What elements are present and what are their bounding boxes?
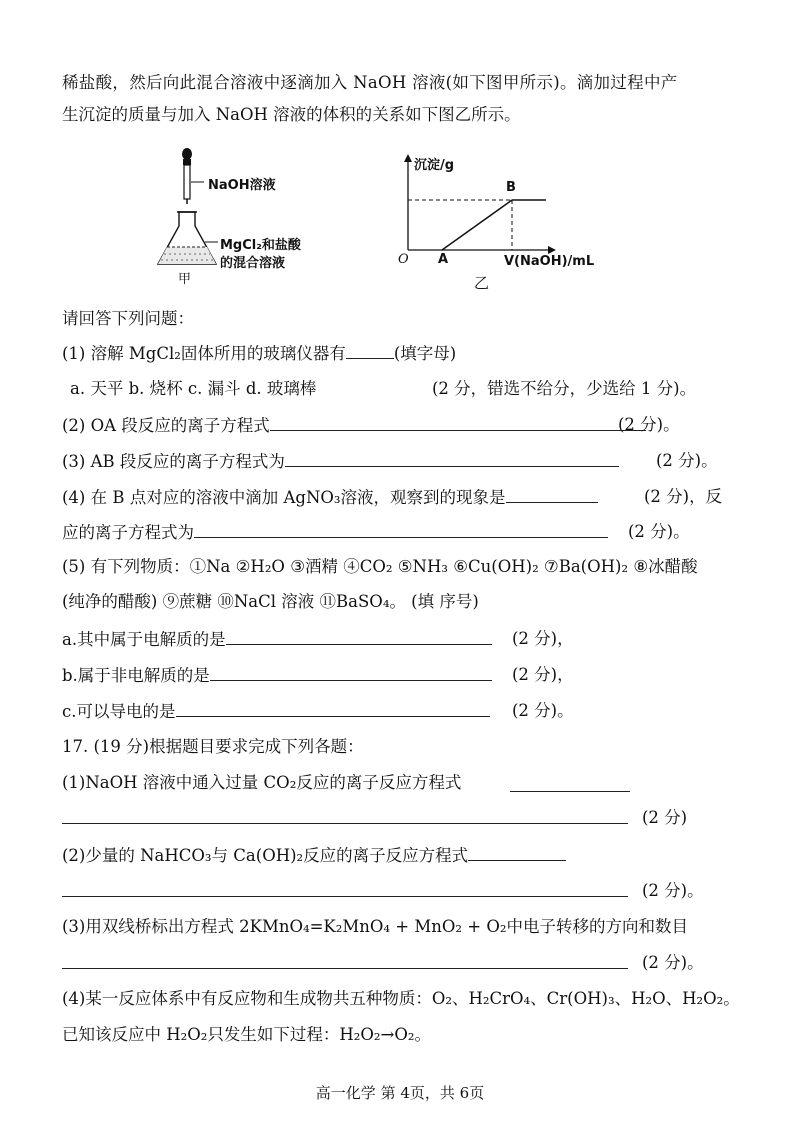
- x-axis-arrow: [548, 246, 556, 254]
- point-a-label: A: [438, 252, 449, 267]
- q17-2-line-2: [62, 880, 704, 903]
- q5b-score: (2 分)，: [512, 665, 574, 684]
- q1-suffix: (填字母): [393, 344, 457, 363]
- q5c-score: (2 分)。: [512, 701, 574, 720]
- y-axis-arrow: [404, 154, 412, 162]
- intro-line-2: 生沉淀的质量与加入 NaOH 溶液的体积的关系如下图乙所示。: [62, 105, 521, 124]
- q4-score-1: (2 分)，反: [644, 487, 723, 506]
- figure-jia: [150, 140, 350, 290]
- intro-line-1: 稀盐酸，然后向此混合溶液中逐滴加入 NaOH 溶液(如下图甲所示)。滴加过程中产: [62, 73, 678, 92]
- q5-line-2: (纯净的醋酸) ⑨蔗糖 ⑩NaCl 溶液 ⑪BaSO₄。 (填 序号): [62, 592, 479, 611]
- segment-ab: [442, 200, 512, 250]
- q4-line-1: [62, 486, 723, 509]
- q17-1-score: (2 分): [642, 808, 688, 827]
- q5c-answer-blank[interactable]: [176, 700, 490, 717]
- q17-1-line-2: [62, 807, 688, 830]
- q5b-answer-blank[interactable]: [210, 664, 492, 681]
- q5a-score: (2 分)，: [512, 629, 574, 648]
- origin-label: O: [398, 252, 409, 267]
- q17-head: 17. (19 分)根据题目要求完成下列各题：: [62, 737, 364, 756]
- prompt: 请回答下列问题：: [62, 309, 194, 328]
- q1-line: [62, 342, 456, 365]
- flask-label-1: MgCl₂和盐酸: [220, 238, 301, 253]
- figure-yi: [394, 148, 604, 293]
- q5c-line: [62, 700, 574, 723]
- q2-line: [62, 414, 680, 437]
- q2-answer-blank[interactable]: [270, 414, 646, 431]
- q5b-label: b.属于非电解质的是: [62, 666, 210, 685]
- q1-answer-blank[interactable]: [346, 342, 394, 359]
- q4-equation-blank[interactable]: [194, 521, 608, 538]
- q17-4-line-1: (4)某一反应体系中有反应物和生成物共五种物质：O₂、H₂CrO₄、Cr(OH)₃、H₂O、H₂O₂。: [62, 989, 740, 1008]
- dropper-label: NaOH溶液: [208, 178, 276, 193]
- q4-phenomenon-blank[interactable]: [506, 486, 598, 503]
- flask-label-2: 的混合溶液: [220, 256, 286, 271]
- q4-score-2: (2 分)。: [628, 522, 690, 541]
- caption-jia: 甲: [178, 272, 192, 287]
- q17-3-stem: (3)用双线桥标出方程式 2KMnO₄=K₂MnO₄ + MnO₂ + O₂中电子转移的方向和数目: [62, 917, 688, 936]
- q3-answer-blank[interactable]: [285, 450, 619, 467]
- q1-options-line: [70, 378, 697, 400]
- q5c-label: c.可以导电的是: [62, 702, 176, 721]
- q3-stem: (3) AB 段反应的离子方程式为: [62, 452, 285, 471]
- q4-line2: 应的离子方程式为: [62, 523, 194, 542]
- q17-1-blank-b[interactable]: [62, 807, 628, 824]
- q17-2-score: (2 分)。: [642, 881, 704, 900]
- q17-2-stem: (2)少量的 NaHCO₃与 Ca(OH)₂反应的离子反应方程式: [62, 846, 469, 865]
- q17-1-blank-a[interactable]: [510, 775, 630, 792]
- q17-3-blank[interactable]: [62, 952, 628, 969]
- q1-stem: (1) 溶解 MgCl₂固体所用的玻璃仪器有: [62, 344, 346, 363]
- caption-yi: 乙: [474, 274, 490, 292]
- q4-stem: (4) 在 B 点对应的溶液中滴加 AgNO₃溶液，观察到的现象是: [62, 488, 506, 507]
- q2-stem: (2) OA 段反应的离子方程式: [62, 416, 270, 435]
- q5a-answer-blank[interactable]: [226, 628, 492, 645]
- y-axis-label: 沉淀/g: [414, 158, 455, 173]
- q4-line-2: [62, 521, 690, 544]
- q1-options: a. 天平 b. 烧杯 c. 漏斗 d. 玻璃棒: [70, 379, 317, 398]
- q2-score: (2 分)。: [618, 415, 680, 434]
- point-b-label: B: [506, 180, 516, 195]
- q17-2-blank-b[interactable]: [62, 880, 628, 897]
- q17-1-line: [62, 772, 461, 794]
- page-footer: 高一化学 第 4页，共 6页: [315, 1084, 485, 1102]
- q17-3-score: (2 分)。: [642, 953, 704, 972]
- q17-2-blank-a[interactable]: [468, 844, 566, 861]
- q17-2-line: [62, 844, 566, 867]
- q3-score: (2 分)。: [656, 451, 718, 470]
- q5-stem: (5) 有下列物质：①Na ②H₂O ③酒精 ④CO₂ ⑤NH₃ ⑥Cu(OH)₂ ⑦Ba(OH)₂ ⑧冰醋酸: [62, 557, 698, 576]
- q17-1-stem: (1)NaOH 溶液中通入过量 CO₂反应的离子反应方程式: [62, 773, 462, 792]
- q5b-line: [62, 664, 574, 687]
- q5a-label: a.其中属于电解质的是: [62, 630, 226, 649]
- q5a-line: [62, 628, 574, 651]
- x-axis-label: V(NaOH)/mL: [504, 254, 595, 269]
- q1-score: (2 分，错选不给分，少选给 1 分)。: [432, 379, 697, 398]
- q17-3-line-2: [62, 952, 704, 975]
- q17-4-line-2: 已知该反应中 H₂O₂只发生如下过程：H₂O₂→O₂。: [62, 1025, 432, 1044]
- q3-line: [62, 450, 718, 473]
